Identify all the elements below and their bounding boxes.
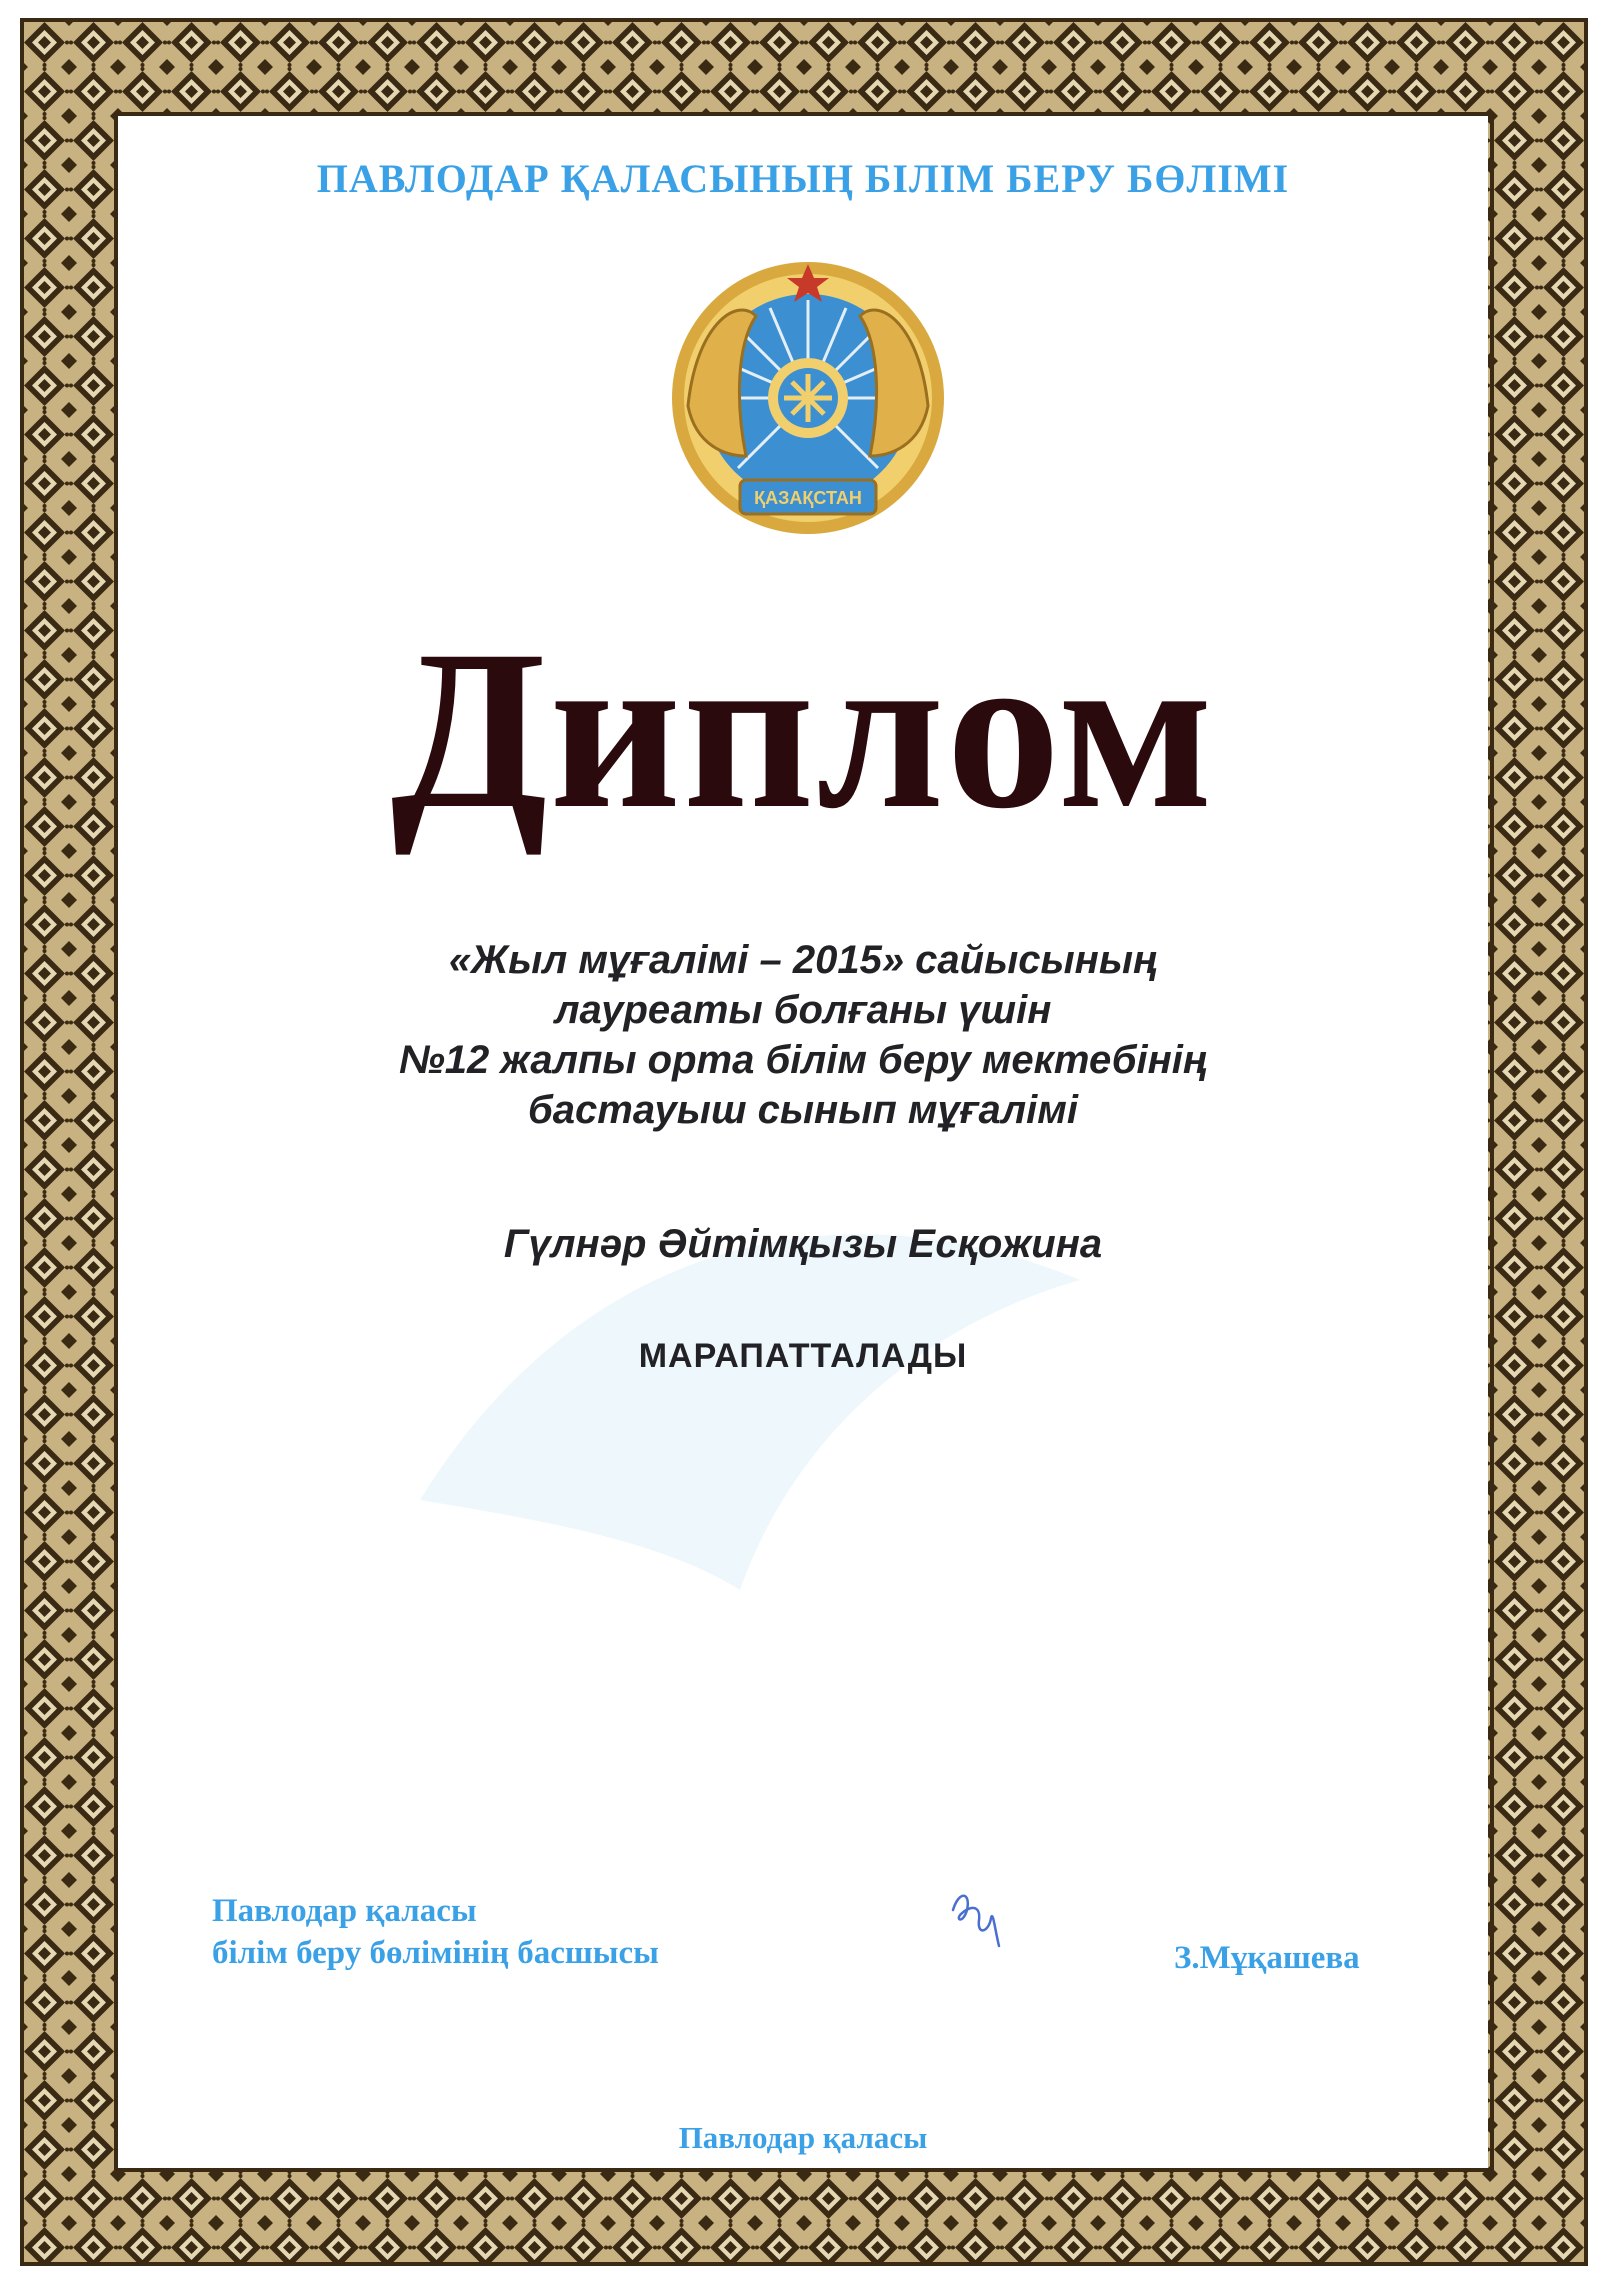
signatory-title: [212, 1890, 659, 1974]
issuing-organization: ПАВЛОДАР ҚАЛАСЫНЫҢ БІЛІМ БЕРУ БӨЛІМІ: [316, 156, 1290, 201]
award-reason-line: №12 жалпы орта білім беру мектебінің: [398, 1038, 1208, 1082]
signatory-title-line: білім беру бөлімінің басшысы: [212, 1935, 659, 1971]
handwritten-signature: [945, 1880, 1015, 1960]
recipient-name: Гүлнәр Әйтімқызы Есқожина: [503, 1222, 1103, 1266]
signatory-name: З.Мұқашева: [1174, 1940, 1360, 1976]
award-reason-line: бастауыш сынып мұғалімі: [528, 1088, 1078, 1132]
award-reason-line: «Жыл мұғалімі – 2015» сайысының: [448, 938, 1158, 982]
award-reason-line: лауреаты болғаны үшін: [554, 988, 1052, 1032]
awarded-statement: МАРАПАТТАЛАДЫ: [638, 1337, 968, 1375]
diploma-title: Диплом: [390, 604, 1216, 856]
signatory-title-line: Павлодар қаласы: [212, 1893, 477, 1929]
footer-city: Павлодар қаласы: [678, 2120, 928, 2155]
state-emblem-icon: [666, 256, 950, 540]
emblem-ribbon-text: ҚАЗАҚСТАН: [754, 488, 862, 508]
award-reason: [0, 935, 1606, 1135]
watermark-decoration: [380, 1120, 1100, 1640]
